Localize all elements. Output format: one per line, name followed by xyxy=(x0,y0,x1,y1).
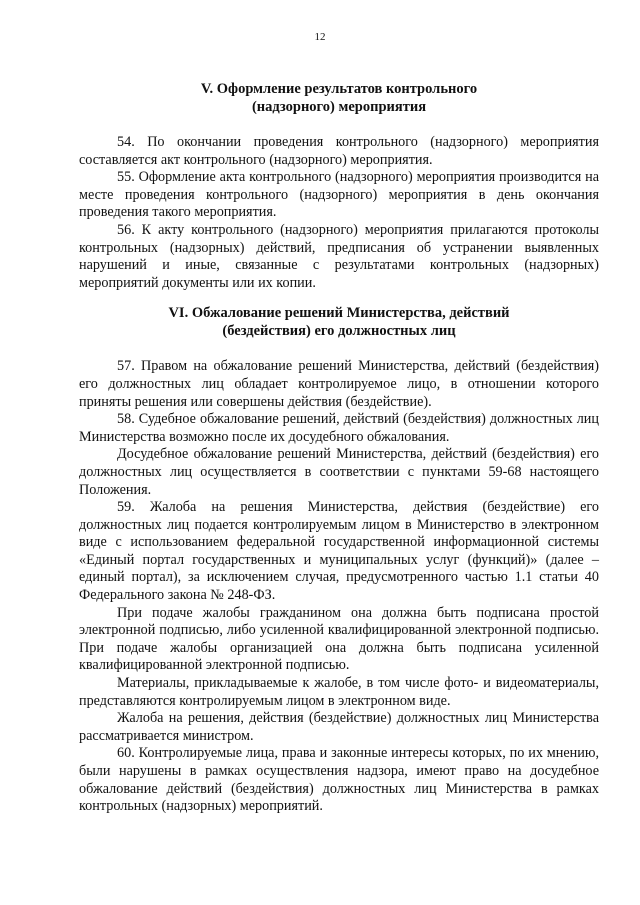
paragraph-59: 59. Жалоба на решения Министерства, действия (бездействие) его должностных лиц подается контролируемым лицом в Министерство в электронном виде с использованием федеральной государственной информационной системы «Единый портал государственных и муниципальных услуг (функций)» (далее – единый портал), за исключением случая, предусмотренного частью 1.1 статьи 40 Федерального закона № 248-ФЗ. xyxy=(79,499,599,604)
section-title-line: (надзорного) мероприятия xyxy=(251,99,427,115)
paragraph-56: 56. К акту контрольного (надзорного) мероприятия прилагаются протоколы контрольных (надзорных) действий, предписания об устранении выявленных нарушений и иные, связанные с результатами контрольных (надзорных) мероприятий документы или их копии. xyxy=(79,221,599,291)
paragraph-58-continued: Досудебное обжалование решений Министерства, действий (бездействия) его должностных лиц осуществляется в соответствии с пунктами 59-68 настоящего Положения. xyxy=(79,446,599,498)
paragraph-58: 58. Судебное обжалование решений, действий (бездействия) должностных лиц Министерства возможно после их досудебного обжалования. xyxy=(79,411,599,445)
page-number: 12 xyxy=(314,31,326,43)
paragraph-60: 60. Контролируемые лица, права и законные интересы которых, по их мнению, были нарушены в рамках осуществления надзора, имеют право на досудебное обжалование действий (бездействия) должностных лиц Министерства в рамках контрольных (надзорных) мероприятий. xyxy=(79,745,599,815)
section-vi-title xyxy=(79,304,599,340)
paragraph-57: 57. Правом на обжалование решений Министерства, действий (бездействия) его должностных лиц обладает контролируемое лицо, в отношении которого приняты решения или совершены действия (бездействие). xyxy=(79,358,599,410)
section-title-line: V. Оформление результатов контрольного xyxy=(200,81,478,97)
paragraph-59-review: Жалоба на решения, действия (бездействие) должностных лиц Министерства рассматривается министром. xyxy=(79,710,599,744)
paragraph-55: 55. Оформление акта контрольного (надзорного) мероприятия производится на месте проведения контрольного (надзорного) мероприятия в день окончания проведения такого мероприятия. xyxy=(79,169,599,221)
paragraph-59-materials: Материалы, прикладываемые к жалобе, в том числе фото- и видеоматериалы, представляются контролируемым лицом в электронном виде. xyxy=(79,675,599,709)
paragraph-59-signature: При подаче жалобы гражданином она должна быть подписана простой электронной подписью, либо усиленной квалифицированной электронной подписью. При подаче жалобы организацией она должна быть подписана усиленной квалифицированной электронной подписью. xyxy=(79,604,599,674)
paragraph-54: 54. По окончании проведения контрольного (надзорного) мероприятия составляется акт контрольного (надзорного) мероприятия. xyxy=(79,134,599,168)
section-v-title xyxy=(79,80,599,116)
document-body xyxy=(79,80,599,816)
section-title-line: VI. Обжалование решений Министерства, действий xyxy=(168,305,510,322)
section-title-line: (бездействия) его должностных лиц xyxy=(222,323,456,340)
